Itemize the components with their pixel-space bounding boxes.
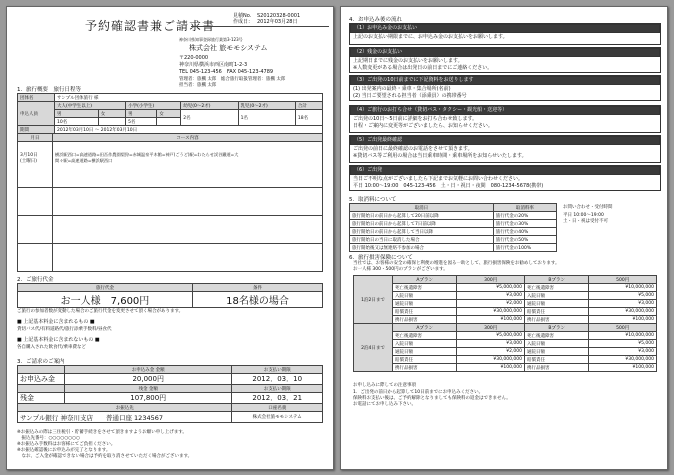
insurance-table (353, 275, 657, 372)
table-cell: ¥100,000 (589, 316, 657, 324)
table-cell: 通院日額 (524, 348, 588, 356)
cancel-table (349, 203, 557, 252)
table-cell: 上記のお支払い期限までに、お申込み金のお支払いをお願いします。 (353, 34, 508, 40)
section-1-title: 1．旅行概要 旅行日程等 (17, 87, 82, 93)
table-cell: 300円 (457, 276, 525, 284)
table-cell: Bプラン (524, 324, 588, 332)
section-6-title: 6．旅行損害保険について (349, 255, 413, 261)
doc-no: S20120328-0001 (257, 13, 301, 19)
table-cell: ¥30,000,000 (457, 308, 525, 316)
staff-info: 管理者：旅楓 太郎 総合旅行取扱管理者：旅楓 太郎 (179, 77, 286, 82)
table-cell: 旅行開始日の当日に取消した場合 (350, 236, 494, 244)
table-cell: ¥3,000 (457, 292, 525, 300)
table-cell: 女 (98, 110, 125, 118)
table-cell: 小学(小学生) (126, 102, 181, 110)
table-cell: 旅行代金の20% (493, 212, 556, 220)
table-cell: ¥3,000 (589, 300, 657, 308)
table-cell: 男 (55, 110, 99, 118)
table-cell: ¥10,000,000 (589, 284, 657, 292)
table-cell: 合計 (295, 102, 322, 110)
table-cell: 賠償責任 (524, 356, 588, 364)
table-cell: 男 (126, 110, 157, 118)
postal-code: 〒220-0000 (179, 55, 209, 61)
tel-fax: TEL 045-123-456 FAX 045-123-4789 (179, 69, 274, 75)
overview-table (17, 93, 323, 134)
table-cell: 賠償責任 (393, 356, 457, 364)
table-cell: ¥10,000,000 (589, 332, 657, 340)
table-cell: お支払い期限 (232, 385, 323, 393)
billing-table (17, 365, 323, 423)
table-cell: 入院日額 (393, 340, 457, 348)
table-cell: 大人(中学生以上) (55, 102, 126, 110)
table-cell: 土・日・祝は受付不可 (563, 219, 608, 224)
page-title: 予約確認書兼ご請求書 (85, 19, 216, 33)
table-cell: 旅行代金の100% (493, 244, 556, 252)
table-cell: 20,000円 (65, 374, 232, 385)
table-cell: お問い合わせ・受付時間 (563, 205, 613, 210)
table-cell: 残金 金額 (65, 385, 232, 393)
table-cell: お支払い期限 (232, 366, 323, 374)
table-cell: 保険料お支払い後は、ご予約解除となりましても保険料の返金はできません。 (353, 396, 511, 401)
table-cell: ¥30,000,000 (589, 356, 657, 364)
table-cell: 賠償責任 (393, 308, 457, 316)
table-cell: 1．ご出発の前日から起算して10日前までにお申込みください。 (353, 390, 484, 395)
table-cell: 旅行開始日の前日から起算して7日前以降 (350, 220, 494, 228)
table-cell: 1名 (238, 110, 295, 126)
table-cell: 月日 (18, 134, 53, 142)
price-condition: 18名様の場合 (193, 292, 323, 308)
group-name: サンプル団体旅行 様 (55, 94, 323, 102)
table-cell: 旅行代金 (18, 284, 193, 292)
doc-no-label: 見積No. (233, 13, 252, 19)
table-cell: 通院日額 (524, 300, 588, 308)
table-cell: 500円 (589, 276, 657, 284)
table-cell: 女 (157, 110, 181, 118)
table-cell: Aプラン (393, 324, 457, 332)
table-cell: 旅行開始日の前日から起算して20日前以降 (350, 212, 494, 220)
table-cell: ご出発の10日〜5日前に詳細をお打ち合わせ致します。 (353, 116, 478, 122)
step-6 (349, 165, 661, 191)
price-value: お一人様 7,600円 (18, 292, 193, 308)
table-cell: お一人様 300・500円のプランがございます。 (353, 267, 448, 272)
table-cell: 旅行代金の50% (493, 236, 556, 244)
table-cell: 旅行代金の30% (493, 220, 556, 228)
table-cell: ¥2,000 (457, 348, 525, 356)
table-cell: (1) 出発案内の最終・乗車・集合場所(名前) (353, 86, 451, 92)
table-cell: 18名 (295, 110, 322, 126)
period: 2012年03月10日 〜 2012年03月10日 (55, 126, 323, 134)
table-cell: 期間 (18, 126, 55, 134)
table-cell: 3月10日 (20, 153, 38, 158)
created-date: 2012年03月28日 (257, 19, 298, 25)
table-cell: 貸切バス代/有料道路代/旅行添乗手数料/昼食代 (17, 327, 112, 332)
table-cell: 入院日額 (393, 292, 457, 300)
table-cell: ¥3,000 (589, 348, 657, 356)
table-cell: 107,800円 (65, 393, 232, 404)
step-1 (349, 23, 661, 45)
table-cell: 死亡後遺障害 (524, 332, 588, 340)
table-cell: 死亡後遺障害 (524, 284, 588, 292)
table-cell: 振込先番号：○○○○○○○○ (17, 436, 80, 441)
table-cell: (2) 当日ご要望される担当者（添乗員）の携帯番号 (353, 92, 467, 99)
course-table (17, 133, 323, 272)
step-3 (349, 75, 661, 101)
table-cell: 口座名義 (232, 404, 323, 412)
step-5 (349, 135, 661, 163)
table-cell: ¥5,000 (589, 340, 657, 348)
table-cell: Bプラン (524, 276, 588, 284)
table-cell: 平日 10:00〜19:00 (563, 213, 604, 218)
address: 神奈川県横浜市西区南町1-2-3 (179, 62, 248, 68)
table-cell: ■ 上記基本料金に含まれないもの ■ (17, 337, 100, 343)
table-cell: 日程・ご案内に変更等がございましたら、お知らせください。 (353, 122, 493, 129)
table-cell: 条件 (193, 284, 323, 292)
table-cell: 各自購入された飲食代/乗車費など (17, 345, 87, 350)
table-cell: 賠償責任 (524, 308, 588, 316)
table-cell: 上記期日までに残金のお支払いをお願いします。 (353, 58, 463, 64)
table-cell: ¥100,000 (457, 364, 525, 372)
table-cell: お申込み金 (18, 374, 65, 385)
table-cell: ¥30,000,000 (457, 356, 525, 364)
table-cell: （4）ご旅行のお打ち合せ（貸切バス・タクシー・観光船・送迎等） (350, 106, 660, 115)
table-cell: ■ 上記基本料金に含まれるもの ■ (17, 319, 95, 325)
table-cell: ※お振込みの際は三住税引・貯蓄手続きをさせて頂きますようお願い申し上げます。 (17, 430, 187, 435)
table-cell: 残金 (18, 393, 65, 404)
table-cell: 旅行代金の40% (493, 228, 556, 236)
table-cell: ※人数変更がある場合は出発日の前日までにご連絡ください。 (353, 64, 493, 71)
page-2 (340, 6, 668, 470)
table-cell: 幼児(0〜2才) (181, 102, 238, 110)
table-cell: 2012．03．21 (232, 393, 323, 404)
table-cell: ¥100,000 (457, 316, 525, 324)
account-holder: 株式会社旅モモシステム (232, 412, 323, 423)
table-cell: 1泊2日まで (354, 276, 393, 324)
course-line-1: 横浜駅西口=高速道路=田吾作農園梨狩=赤城温泉平木館=神戸(ごうど)駅=わたらせ渓谷鐵道=大 (55, 152, 239, 157)
table-cell: 通院日額 (393, 300, 457, 308)
table-cell: なお、ご入金が確認できない場合は予約を取り消させていただく場合がございます。 (17, 454, 193, 459)
table-cell: 通院日額 (393, 348, 457, 356)
table-cell: お申込み金 金額 (65, 366, 232, 374)
table-cell: （3）ご出発の10日前までに下記資料をお送りします (350, 76, 660, 85)
table-cell: ※お振込確認後にお申込みが完了となります。 (17, 448, 111, 453)
table-cell: 乳児(0〜2才) (238, 102, 295, 110)
table-cell: Aプラン (393, 276, 457, 284)
table-cell: (土曜日) (20, 159, 38, 164)
table-cell: 入院日額 (524, 340, 588, 348)
table-cell: ご出発の前日に最終確認のお電話をさせて頂きます。 (353, 146, 473, 152)
table-cell: 死亡後遺障害 (393, 284, 457, 292)
price-table (17, 283, 323, 308)
table-cell: 300円 (457, 324, 525, 332)
table-cell: 2012．03．10 (232, 374, 323, 385)
table-cell: ¥5,000,000 (457, 284, 525, 292)
table-cell: ¥3,000 (457, 340, 525, 348)
table-cell: 2泊4日まで (354, 324, 393, 372)
staff-info-2: 担当者：旅楓 太郎 (179, 83, 217, 88)
table-cell: 平日 10:00〜19:00 045-123-456 土・日・祝日・夜間 080-1234-5678(携帯) (353, 182, 544, 189)
table-cell: 旅行開始後又は無連絡不参加の場合 (350, 244, 494, 252)
table-cell: ※お振込み手数料はお客様にてご負担ください。 (17, 442, 116, 447)
table-cell: 携行品損害 (393, 316, 457, 324)
table-cell: 2名 (181, 110, 238, 126)
table-cell: 携行品損害 (524, 316, 588, 324)
step-2 (349, 47, 661, 73)
apply-label: 申込人員 (18, 102, 55, 126)
course-line-2: 間々駅=高速道路=横浜駅西口 (55, 158, 113, 163)
section-4-title: 4．お申込み後の流れ (349, 17, 402, 23)
table-cell: 死亡後遺障害 (393, 332, 457, 340)
section-3-title: 3．ご請求のご案内 (17, 359, 65, 365)
table-cell: （1）お申込み金のお支払い (350, 24, 660, 33)
table-cell: ¥5,000,000 (457, 332, 525, 340)
table-cell: ご旅行の参加者数が変動した場合のご旅行代金を変更させて頂く場合があります。 (17, 309, 184, 314)
table-cell: 携行品損害 (524, 364, 588, 372)
table-cell: ¥100,000 (589, 364, 657, 372)
bank-info: サンプル銀行 神奈川支店 普通口座 1234567 (18, 412, 232, 423)
table-cell: （2）残金のお支払い (350, 48, 660, 57)
section-5-title: 5．取消料について (349, 197, 397, 203)
table-cell: 5名 (126, 118, 157, 126)
table-cell: ¥2,000 (457, 300, 525, 308)
table-cell: 10名 (55, 118, 99, 126)
table-cell: 取消日 (350, 204, 494, 212)
table-cell: 旅行開始日の前日から起算して当日以降 (350, 228, 494, 236)
table-cell: ¥5,000 (589, 292, 657, 300)
section-2-title: 2．ご旅行代金 (17, 277, 54, 283)
table-cell: 当社では、お客様の安全の確保と利便の増進を図る一助として、旅行損害保険をお勧めしております。 (353, 261, 560, 266)
table-cell: （5）ご出発最終確認 (350, 136, 660, 145)
table-cell: お申し込みに際しての注意事項 (353, 383, 416, 388)
table-cell: 500円 (589, 324, 657, 332)
table-cell: 当日ご不明な点がございましたら下記までお気軽にお問い合わせください。 (353, 176, 524, 182)
table-cell: コース内容 (53, 134, 323, 142)
table-cell: ※貸切バス等ご利用の場合は当日乗車時間・乗車場所をお知らせいたします。 (353, 152, 527, 159)
table-cell: お電話にてお申し込み下さい。 (353, 402, 416, 407)
table-cell: お振込先 (18, 404, 232, 412)
table-cell: ¥30,000,000 (589, 308, 657, 316)
table-cell: 取消料率 (493, 204, 556, 212)
created-label: 作成日： (233, 19, 254, 25)
table-cell: 入院日額 (524, 292, 588, 300)
page-1 (6, 6, 334, 470)
step-4 (349, 105, 661, 133)
table-cell: 携行品損害 (393, 364, 457, 372)
group-label: 団体名 (18, 94, 55, 102)
table-cell: （6）ご出発 (350, 166, 660, 175)
company-name: 株式会社 旅モモシステム (189, 44, 268, 52)
license-line: 神奈川県知事登録旅行業第3-123号 (179, 37, 243, 42)
